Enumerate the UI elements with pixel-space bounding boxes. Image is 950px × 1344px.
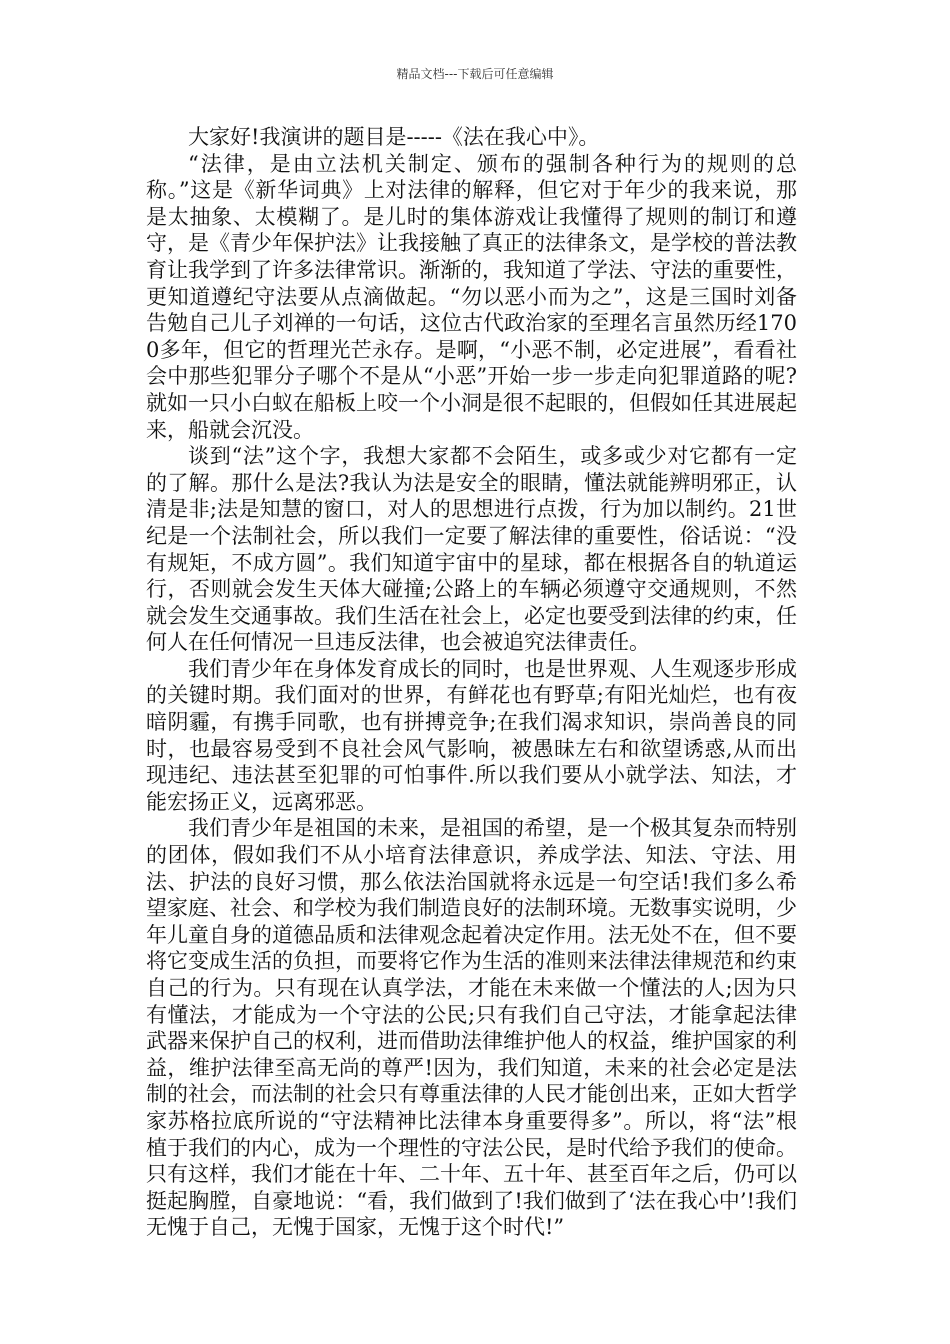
paragraph-law-definition: “法律，是由立法机关制定、颁布的强制各种行为的规则的总称。”这是《新华词典》上对法律的解释，但它对于年少的我来说，那是太抽象、太模糊了。是儿时的集体游戏让我懂得了规则的制订和遵守，是《青少年保护法》让我接触了真正的法律条文，是学校的普法教育让我学到了许多法律常识。渐渐的，我知道了学法、守法的重要性，更知道遵纪守法要从点滴做起。“勿以恶小而为之”，这是三国时刘备告勉自己儿子刘禅的一句话，这位古代政治家的至理名言虽然历经1700多年，但它的哲理光芒永存。是啊，“小恶不制，必定进展”，看看社会中那些犯罪分子哪个不是从“小恶”开始一步一步走向犯罪道路的呢?就如一只小白蚁在船板上咬一个小洞是很不起眼的，但假如任其进展起来，船就会沉没。 (146, 151, 797, 442)
page-header: 精品文档---下载后可任意编辑 (396, 67, 554, 81)
paragraph-youth-growth: 我们青少年在身体发育成长的同时，也是世界观、人生观逐步形成的关键时期。我们面对的世界，有鲜花也有野草;有阳光灿烂，也有夜暗阴霾，有携手同歌，也有拼搏竞争;在我们渴求知识，崇尚善良的同时，也最容易受到不良社会风气影响，被愚昧左右和欲望诱惑,从而出现违纪、违法甚至犯罪的可怕事件.所以我们要从小就学法、知法，才能宏扬正义，远离邪恶。 (146, 656, 797, 814)
paragraph-what-is-law: 谈到“法”这个字，我想大家都不会陌生，或多或少对它都有一定的了解。那什么是法?我认为法是安全的眼睛，懂法就能辨明邪正，认清是非;法是知慧的窗口，对人的思想进行点拨，行为加以制约。21世纪是一个法制社会，所以我们一定要了解法律的重要性，俗话说：“没有规矩，不成方圆”。我们知道宇宙中的星球，都在根据各自的轨道运行，否则就会发生天体大碰撞;公路上的车辆必须遵守交通规则，不然就会发生交通事故。我们生活在社会上，必定也要受到法律的约束，任何人在任何情况一旦违反法律，也会被追究法律责任。 (146, 444, 797, 655)
paragraph-youth-future: 我们青少年是祖国的未来，是祖国的希望，是一个极其复杂而特别的团体，假如我们不从小培育法律意识，养成学法、知法、守法、用法、护法的良好习惯，那么依法治国就将永远是一句空话!我们多么希望家庭、社会、和学校为我们制造良好的法制环境。无数事实说明，少年儿童自身的道德品质和法律观念起着决定作用。法无处不在，但不要将它变成生活的负担，而要将它作为生活的准则来法律法律规范和约束自己的行为。只有现在认真学法，才能在未来做一个懂法的人;因为只有懂法，才能成为一个守法的公民;只有我们自己守法，才能拿起法律武器来保护自己的权利，进而借助法律维护他人的权益，维护国家的利益，维护法律至高无尚的尊严!因为，我们知道，未来的社会必定是法制的社会，而法制的社会只有尊重法律的人民才能创出来，正如大哲学家苏格拉底所说的“守法精神比法律本身重要得多”。所以，将“法”根植于我们的内心，成为一个理性的守法公民，是时代给予我们的使命。只有这样，我们才能在十年、二十年、五十年、甚至百年之后，仍可以挺起胸膛，自豪地说：“看，我们做到了!我们做到了‘法在我心中’!我们无愧于自己，无愧于国家，无愧于这个时代!” (146, 816, 797, 1240)
paragraph-greeting: 大家好!我演讲的题目是-----《法在我心中》。 (188, 125, 600, 149)
speech-body (146, 124, 797, 1241)
